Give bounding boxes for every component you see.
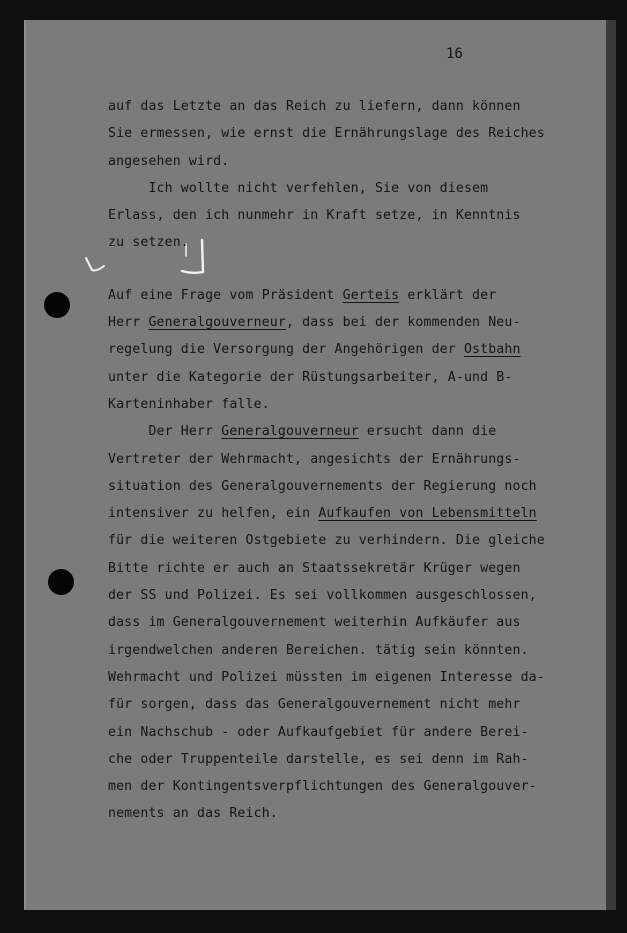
punch-hole-bottom (48, 569, 74, 595)
text-line (108, 446, 578, 473)
text-line (108, 391, 578, 418)
text-run: Erlass, den ich nunmehr in Kraft setze, in Kenntnis (108, 208, 521, 224)
text-line (108, 691, 578, 718)
text-line (108, 202, 578, 229)
text-line (108, 175, 578, 202)
text-run: dass im Generalgouvernement weiterhin Aufkäufer aus (108, 615, 521, 631)
text-run: Bitte richte er auch an Staatssekretär Krüger wegen (108, 560, 521, 576)
text-line (108, 637, 578, 664)
text-line (108, 746, 578, 773)
underlined-name: Ostbahn (463, 342, 521, 358)
text-line (108, 773, 578, 800)
underlined-name: Generalgouverneur (148, 315, 286, 331)
underlined-name: Generalgouverneur (221, 424, 359, 440)
text-line (108, 719, 578, 746)
text-run: unter die Kategorie der Rüstungsarbeiter, A-und B- (108, 369, 513, 385)
text-line (108, 229, 578, 256)
text-run: Der Herr (108, 424, 222, 440)
text-line (108, 309, 578, 336)
text-line (108, 582, 578, 609)
text-run: Ich wollte nicht verfehlen, Sie von diesem (108, 180, 489, 196)
text-line (108, 500, 578, 527)
text-run: regelung die Versorgung der Angehörigen der (108, 342, 464, 358)
text-run: Vertreter der Wehrmacht, angesichts der Ernährungs- (108, 451, 521, 467)
text-run: auf das Letzte an das Reich zu liefern, dann können (108, 99, 521, 114)
text-line (108, 418, 578, 445)
underlined-name: Gerteis (342, 287, 400, 303)
text-run: Karteninhaber falle. (108, 396, 270, 412)
text-run: für die weiteren Ostgebiete zu verhindern. Die gleiche (108, 533, 545, 549)
text-line (108, 473, 578, 500)
page-edge-strip (606, 20, 616, 910)
text-run: che oder Truppenteile darstelle, es sei denn im Rah- (108, 751, 529, 767)
text-run: Herr (108, 315, 149, 331)
text-run: men der Kontingentsverpflichtungen des Generalgouver- (108, 779, 537, 795)
text-run: , dass bei der kommenden Neu- (285, 315, 521, 331)
text-line (108, 336, 578, 363)
text-run: erklärt der (399, 287, 497, 303)
text-run: irgendwelchen anderen Bereichen. tätig sein könnten. (108, 642, 529, 658)
text-line (108, 609, 578, 636)
underlined-name: Aufkaufen von Lebensmitteln (318, 506, 537, 522)
text-run: ein Nachschub - oder Aufkaufgebiet für andere Berei- (108, 724, 529, 740)
text-run: situation des Generalgouvernements der Regierung noch (108, 478, 537, 494)
text-line (108, 800, 578, 827)
text-run: ersucht dann die (358, 424, 497, 440)
letter-body (108, 93, 578, 828)
text-run: angesehen wird. (108, 153, 230, 169)
punch-hole-top (44, 292, 70, 318)
text-line (108, 148, 578, 175)
text-run: für sorgen, dass das Generalgouvernement nicht mehr (108, 697, 521, 713)
text-run: intensiver zu helfen, ein (108, 506, 319, 522)
text-run: Auf eine Frage vom Präsident (108, 287, 343, 303)
text-line (108, 527, 578, 554)
paragraph-1 (108, 93, 578, 175)
text-run: zu setzen. (108, 235, 189, 251)
text-line (108, 120, 578, 147)
text-run: Sie ermessen, wie ernst die Ernährungslage des Reiches (108, 126, 545, 142)
text-line (108, 93, 578, 120)
text-run: Wehrmacht und Polizei müssten im eigenen Interesse da- (108, 669, 545, 685)
paragraph-2 (108, 175, 578, 257)
text-line (108, 282, 578, 309)
text-run: nements an das Reich. (108, 806, 278, 822)
paragraph-3 (108, 282, 578, 828)
text-run: der SS und Polizei. Es sei vollkommen ausgeschlossen, (108, 588, 537, 604)
text-line (108, 555, 578, 582)
text-line (108, 664, 578, 691)
page-number: 16 (446, 46, 463, 62)
text-line (108, 364, 578, 391)
